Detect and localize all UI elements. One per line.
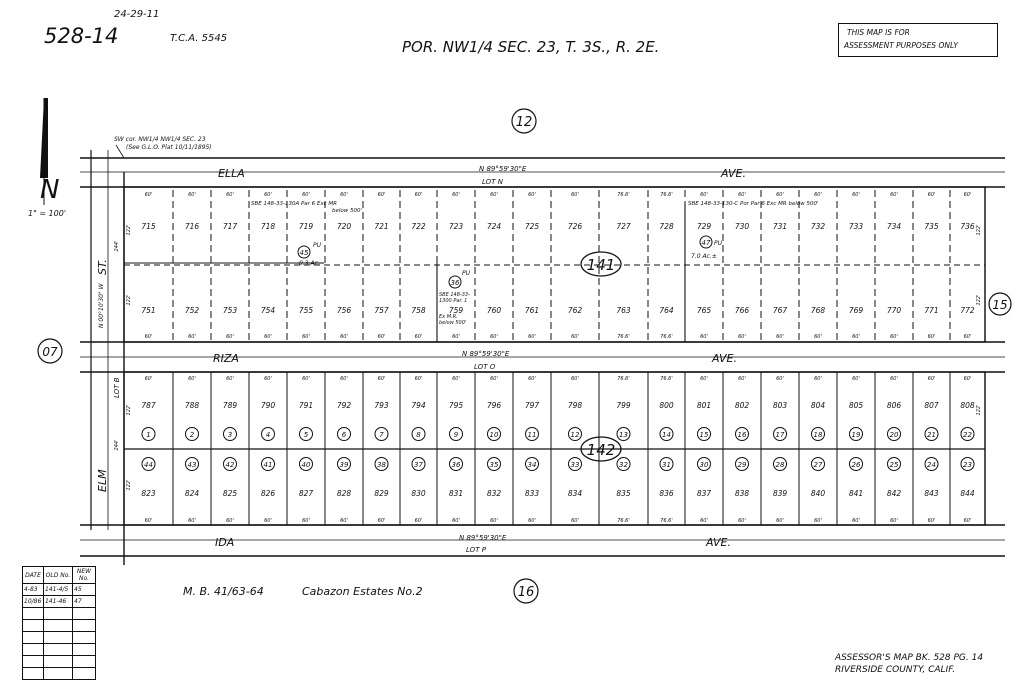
lot-number-upper-bottom: 767 <box>772 306 788 315</box>
dim-label: 60' <box>226 334 234 340</box>
parcel-history-table <box>22 566 96 680</box>
dim-label: 60' <box>963 518 972 524</box>
dim-label: 60' <box>264 192 272 198</box>
lot-number-lower-top: 795 <box>448 401 464 410</box>
block-142-label: 142 <box>586 441 616 459</box>
lot-number-lower-bottom: 843 <box>924 489 939 498</box>
dim-label: 60' <box>776 518 784 524</box>
lot-number-lower-bottom: 835 <box>616 489 631 498</box>
parcel-number-bottom: 23 <box>963 461 972 469</box>
dim-label: 60' <box>814 376 822 382</box>
dim-label: 60' <box>776 192 784 198</box>
dim-label: 60' <box>814 192 822 198</box>
lot-number-upper-bottom: 751 <box>141 306 156 315</box>
bearing-top: N 89°59'30"E <box>479 165 527 173</box>
lot-number-upper-top: 726 <box>567 222 583 231</box>
dim-label: 60' <box>264 518 272 524</box>
notes-layer <box>114 136 819 326</box>
parcel-number-top: 9 <box>453 431 459 439</box>
lot-layer <box>114 190 982 525</box>
street-riza: RIZA <box>213 352 239 365</box>
lot-number-lower-top: 792 <box>336 401 352 410</box>
parcel-number-bottom: 37 <box>414 461 423 469</box>
lot-number-lower-bottom: 844 <box>960 489 975 498</box>
dim-label-side: 122' <box>976 224 982 236</box>
parcel-number-bottom: 24 <box>927 461 936 469</box>
lot-number-upper-bottom: 769 <box>848 306 864 315</box>
dim-label: 60' <box>852 334 860 340</box>
page-west: 07 <box>42 345 58 359</box>
dim-label: 60' <box>490 376 498 382</box>
lot-number-lower-bottom: 837 <box>696 489 712 498</box>
street-ella-ave: AVE. <box>721 167 746 180</box>
dim-label: 60' <box>302 518 310 524</box>
lot-number-upper-bottom: 759 <box>448 306 464 315</box>
lot-number-lower-top: 802 <box>734 401 750 410</box>
sbe-note-left: SBE 148-33-130A Par 6 Exc MR <box>251 201 337 207</box>
dim-label: 60' <box>700 192 708 198</box>
parcel-47-area: 7.0 Ac.± <box>691 253 717 260</box>
parcel-number-top: 12 <box>570 431 580 439</box>
lot-number-lower-top: 788 <box>184 401 200 410</box>
parcel-45-tag: PU <box>313 242 322 249</box>
dim-label: 60' <box>528 376 536 382</box>
parcel-number-top: 11 <box>527 431 537 439</box>
parcel-36-note2: 1300 Par. 1 <box>439 298 468 304</box>
parcel-number-bottom: 44 <box>144 461 153 469</box>
parcel-number-top: 14 <box>662 431 671 439</box>
lot-number-lower-top: 805 <box>848 401 864 410</box>
lot-number-lower-bottom: 829 <box>374 489 389 498</box>
lot-number-upper-top: 729 <box>696 222 712 231</box>
dim-label: 76.6' <box>660 518 673 524</box>
dim-label: 60' <box>414 334 423 340</box>
map-book-ref: M. B. 41/63-64 <box>183 585 264 598</box>
dim-label: 60' <box>963 334 972 340</box>
dim-label: 60' <box>963 192 972 198</box>
parcel-number-top: 17 <box>775 431 785 439</box>
parcel-number-top: 18 <box>813 431 823 439</box>
parcel-number-top: 15 <box>699 431 709 439</box>
lot-number-lower-bottom: 827 <box>298 489 314 498</box>
lot-p: LOT P <box>466 546 486 554</box>
history-cell: 141-46 <box>44 596 73 608</box>
parcel-number-bottom: 42 <box>225 461 235 469</box>
lot-number-lower-top: 808 <box>960 401 975 410</box>
parcel-number-top: 8 <box>416 431 421 439</box>
lot-number-lower-top: 803 <box>772 401 788 410</box>
lot-o: LOT O <box>474 363 496 371</box>
dim-label: 60' <box>377 192 386 198</box>
lot-number-lower-bottom: 825 <box>222 489 238 498</box>
dim-label: 60' <box>738 334 746 340</box>
dim-label: 60' <box>414 376 423 382</box>
lot-number-upper-bottom: 756 <box>336 306 352 315</box>
disclaimer-line2: ASSESSMENT PURPOSES ONLY <box>844 41 959 50</box>
lot-number-upper-top: 725 <box>524 222 540 231</box>
lot-number-upper-top: 730 <box>734 222 750 231</box>
lot-number-upper-top: 727 <box>616 222 631 231</box>
history-header-date: DATE <box>23 567 44 584</box>
bearing-bot: N 89°59'30"E <box>459 534 507 542</box>
dim-label: 60' <box>814 518 822 524</box>
dim-label-side: 244' <box>114 240 120 252</box>
lot-number-upper-top: 721 <box>374 222 389 231</box>
dim-label: 60' <box>144 518 153 524</box>
dim-label: 76.6' <box>660 334 673 340</box>
lot-number-upper-top: 716 <box>184 222 200 231</box>
survey-note-2: (See G.L.O. Plat 10/11/1895) <box>126 144 212 151</box>
parcel-number-top: 16 <box>737 431 747 439</box>
street-elm: ELM <box>96 469 109 492</box>
parcel-47-tag: PU <box>714 240 723 247</box>
dim-label-side: 122' <box>126 224 132 236</box>
dim-label: 60' <box>144 376 153 382</box>
lot-number-lower-top: 804 <box>810 401 826 410</box>
lot-number-upper-top: 733 <box>848 222 864 231</box>
dim-label: 60' <box>490 334 498 340</box>
lot-number-upper-bottom: 765 <box>696 306 712 315</box>
page-north: 12 <box>515 115 533 130</box>
dim-label: 60' <box>927 192 936 198</box>
lot-number-lower-bottom: 834 <box>567 489 583 498</box>
parcel-number-bottom: 41 <box>263 461 273 469</box>
parcel-number-bottom: 32 <box>619 461 628 469</box>
lot-number-upper-bottom: 771 <box>924 306 939 315</box>
lot-number-upper-top: 724 <box>486 222 502 231</box>
parcel-number-bottom: 35 <box>489 461 499 469</box>
dim-label: 60' <box>852 192 860 198</box>
dim-label-side: 122' <box>976 294 982 306</box>
lot-number-upper-top: 736 <box>960 222 975 231</box>
disclaimer-line1: THIS MAP IS FOR <box>847 28 910 37</box>
dim-label: 60' <box>927 334 936 340</box>
dim-label: 60' <box>776 334 784 340</box>
lot-number-lower-bottom: 836 <box>659 489 674 498</box>
parcel-number-bottom: 31 <box>662 461 671 469</box>
history-row <box>23 584 96 596</box>
history-cell: 10/86 <box>23 596 44 608</box>
dim-label: 60' <box>226 192 234 198</box>
dim-label: 60' <box>528 192 536 198</box>
parcel-36-note4: below 500' <box>439 320 467 326</box>
parcel-number-top: 7 <box>379 431 384 439</box>
dim-label: 60' <box>414 192 423 198</box>
parcel-number-top: 3 <box>227 431 233 439</box>
block-141-label: 141 <box>586 256 616 274</box>
parcel-number-bottom: 38 <box>377 461 386 469</box>
sbe-note-right: SBE 148-33-130-C Por Par 6 Exc MR below 500' <box>688 201 819 207</box>
lot-number-lower-bottom: 832 <box>486 489 502 498</box>
dim-label: 76.6' <box>617 192 630 198</box>
dim-label: 60' <box>302 192 310 198</box>
north-letter: N <box>40 175 60 205</box>
survey-note-1: SW cor. NW1/4 NW1/4 SEC. 23 <box>114 136 206 143</box>
lot-number-lower-top: 807 <box>924 401 939 410</box>
lot-number-lower-bottom: 838 <box>734 489 750 498</box>
parcel-number-top: 4 <box>265 431 271 439</box>
lot-number-lower-bottom: 840 <box>810 489 826 498</box>
dim-label: 60' <box>571 192 579 198</box>
dim-label: 60' <box>340 192 348 198</box>
history-cell: 141-4/5 <box>44 584 73 596</box>
dim-label: 60' <box>571 334 579 340</box>
history-header-new: NEW No. <box>73 567 96 584</box>
lot-number-lower-bottom: 823 <box>141 489 156 498</box>
lot-number-lower-bottom: 833 <box>524 489 540 498</box>
dim-label: 60' <box>528 518 536 524</box>
lot-number-upper-top: 719 <box>298 222 314 231</box>
dim-label-side: 122' <box>976 404 982 416</box>
lot-number-lower-top: 791 <box>298 401 314 410</box>
lot-number-lower-bottom: 831 <box>448 489 464 498</box>
dim-label: 60' <box>452 192 460 198</box>
dim-label-side: 122' <box>126 404 132 416</box>
parcel-number-bottom: 27 <box>813 461 823 469</box>
lot-number-upper-bottom: 762 <box>567 306 583 315</box>
dim-label: 60' <box>738 518 746 524</box>
history-cell: 45 <box>73 584 96 596</box>
parcel-number-bottom: 26 <box>851 461 861 469</box>
lot-number-lower-top: 796 <box>486 401 502 410</box>
parcel-36-tag: PU <box>462 270 471 277</box>
lot-number-upper-top: 715 <box>141 222 156 231</box>
lot-number-lower-bottom: 841 <box>848 489 864 498</box>
parcel-number-bottom: 40 <box>301 461 311 469</box>
parcel-number-top: 6 <box>341 431 347 439</box>
lot-number-upper-top: 720 <box>336 222 352 231</box>
map-title: POR. NW1/4 SEC. 23, T. 3S., R. 2E. <box>402 38 660 56</box>
dim-label: 76.6' <box>660 376 673 382</box>
page-south: 16 <box>517 585 535 600</box>
lot-number-upper-top: 735 <box>924 222 939 231</box>
dim-label: 60' <box>188 518 196 524</box>
adjacent-page-markers <box>38 109 1011 603</box>
dim-label: 60' <box>144 192 153 198</box>
dim-label: 60' <box>302 334 310 340</box>
lot-number-lower-bottom: 828 <box>336 489 352 498</box>
dim-label: 60' <box>927 376 936 382</box>
parcel-number-top: 21 <box>927 431 936 439</box>
parcel-number-bottom: 28 <box>775 461 785 469</box>
history-cell: 4-83 <box>23 584 44 596</box>
dim-label-side: 122' <box>126 479 132 491</box>
lot-number-upper-bottom: 766 <box>734 306 750 315</box>
parcel-number-top: 10 <box>489 431 499 439</box>
lot-number-lower-top: 806 <box>886 401 902 410</box>
lot-number-lower-bottom: 826 <box>260 489 276 498</box>
dim-label: 60' <box>226 518 234 524</box>
dim-label: 60' <box>264 334 272 340</box>
dim-label: 60' <box>340 518 348 524</box>
lot-number-lower-top: 793 <box>374 401 389 410</box>
dim-label: 60' <box>490 518 498 524</box>
dim-label: 60' <box>144 334 153 340</box>
parcel-number-top: 2 <box>189 431 195 439</box>
lot-number-upper-bottom: 764 <box>659 306 674 315</box>
street-st: ST. <box>96 259 109 275</box>
street-ida: IDA <box>215 536 235 549</box>
dim-label: 76.6' <box>617 518 630 524</box>
lot-number-upper-bottom: 755 <box>298 306 314 315</box>
lot-b: LOT B <box>113 377 121 398</box>
dim-label: 60' <box>528 334 536 340</box>
lot-number-lower-top: 789 <box>222 401 238 410</box>
lot-number-lower-bottom: 842 <box>886 489 902 498</box>
parcel-number-bottom: 30 <box>699 461 709 469</box>
dim-label: 60' <box>776 376 784 382</box>
parcel-36-note3: Ex M.R. <box>439 314 458 320</box>
dim-label-side: 244' <box>114 439 120 451</box>
history-cell: 47 <box>73 596 96 608</box>
parcel-number-top: 22 <box>963 431 972 439</box>
parcel-number-bottom: 36 <box>451 461 461 469</box>
dim-label: 60' <box>700 334 708 340</box>
parcel-number-bottom: 29 <box>737 461 747 469</box>
dim-label: 60' <box>738 376 746 382</box>
dim-label: 60' <box>377 518 386 524</box>
parcel-number-top: 1 <box>146 431 151 439</box>
lot-number-upper-top: 722 <box>411 222 426 231</box>
parcel-number-top: 20 <box>889 431 899 439</box>
assessor-line2: RIVERSIDE COUNTY, CALIF. <box>835 665 956 675</box>
dim-label: 76.6' <box>617 334 630 340</box>
parcel-number-top: 19 <box>851 431 861 439</box>
dim-label: 76.6' <box>660 192 673 198</box>
lot-number-upper-top: 718 <box>260 222 276 231</box>
lot-number-lower-top: 800 <box>659 401 674 410</box>
bearing-west: N 00°10'30" W <box>98 283 105 328</box>
dim-label: 60' <box>302 376 310 382</box>
subdivision-name: Cabazon Estates No.2 <box>302 585 423 598</box>
scale-label: 1" = 100' <box>28 209 67 218</box>
dim-label: 60' <box>226 376 234 382</box>
dim-label: 60' <box>188 376 196 382</box>
parcel-number-bottom: 43 <box>187 461 197 469</box>
dim-label: 60' <box>814 334 822 340</box>
lot-number-lower-top: 794 <box>411 401 426 410</box>
dim-label: 60' <box>452 518 460 524</box>
dim-label: 60' <box>188 192 196 198</box>
lot-number-lower-bottom: 824 <box>184 489 200 498</box>
dim-label: 60' <box>571 518 579 524</box>
lot-n: LOT N <box>482 178 503 186</box>
sbe-note-left-2: below 500' <box>332 208 363 214</box>
map-number: 528-14 <box>44 24 119 48</box>
lot-number-upper-top: 734 <box>886 222 902 231</box>
dim-label: 60' <box>377 376 386 382</box>
dim-label: 60' <box>927 518 936 524</box>
lot-number-upper-bottom: 770 <box>886 306 902 315</box>
assessor-line1: ASSESSOR'S MAP BK. 528 PG. 14 <box>835 653 984 663</box>
dim-label: 60' <box>340 334 348 340</box>
dim-label: 60' <box>700 376 708 382</box>
history-row <box>23 596 96 608</box>
parcel-number-top: 5 <box>303 431 309 439</box>
lot-number-upper-bottom: 761 <box>524 306 540 315</box>
bearing-mid: N 89°59'30"E <box>462 350 510 358</box>
dim-label: 60' <box>963 376 972 382</box>
lot-number-lower-bottom: 830 <box>411 489 426 498</box>
parcel-45-area: 0.3 Ac. <box>299 260 320 267</box>
dim-label: 60' <box>700 518 708 524</box>
parcel-36-special: 36 <box>450 279 460 287</box>
disclaimer-box <box>838 23 998 57</box>
lot-number-upper-top: 732 <box>810 222 826 231</box>
parcel-36-note1: SBE 148-33- <box>439 292 470 298</box>
page-east: 15 <box>992 298 1008 312</box>
lot-number-lower-top: 799 <box>616 401 631 410</box>
lot-number-lower-top: 798 <box>567 401 583 410</box>
lot-number-upper-top: 717 <box>222 222 238 231</box>
lot-number-lower-top: 797 <box>524 401 540 410</box>
lot-number-lower-top: 787 <box>141 401 156 410</box>
dim-label: 60' <box>890 192 898 198</box>
dim-label: 76.6' <box>617 376 630 382</box>
parcel-number-bottom: 39 <box>339 461 349 469</box>
dim-label: 60' <box>377 334 386 340</box>
lot-number-upper-bottom: 752 <box>184 306 200 315</box>
lot-number-upper-top: 731 <box>772 222 788 231</box>
parcel-number-bottom: 33 <box>570 461 580 469</box>
lot-number-lower-top: 790 <box>260 401 276 410</box>
dim-label: 60' <box>490 192 498 198</box>
dim-label: 60' <box>738 192 746 198</box>
lot-number-upper-bottom: 772 <box>960 306 975 315</box>
history-header-old: OLD No. <box>44 567 73 584</box>
lot-number-lower-bottom: 839 <box>772 489 788 498</box>
parcel-45: 45 <box>299 249 309 257</box>
dim-label: 60' <box>264 376 272 382</box>
date-code: 24-29-11 <box>114 9 160 20</box>
lot-number-upper-top: 723 <box>448 222 464 231</box>
parcel-number-bottom: 34 <box>527 461 537 469</box>
lot-number-upper-bottom: 760 <box>486 306 502 315</box>
tca-code: T.C.A. 5545 <box>170 33 228 44</box>
parcel-number-top: 13 <box>619 431 628 439</box>
dim-label: 60' <box>890 376 898 382</box>
lot-number-lower-top: 801 <box>696 401 712 410</box>
dim-label: 60' <box>890 334 898 340</box>
lot-number-upper-bottom: 758 <box>411 306 426 315</box>
north-arrow-icon <box>40 98 59 205</box>
dim-label: 60' <box>571 376 579 382</box>
street-ida-ave: AVE. <box>706 536 731 549</box>
lot-number-upper-bottom: 754 <box>260 306 276 315</box>
lot-number-upper-bottom: 768 <box>810 306 826 315</box>
lot-number-upper-top: 728 <box>659 222 674 231</box>
dim-label: 60' <box>890 518 898 524</box>
lot-number-upper-bottom: 753 <box>222 306 238 315</box>
dim-label: 60' <box>452 334 460 340</box>
dim-label: 60' <box>852 518 860 524</box>
lot-number-upper-bottom: 757 <box>374 306 389 315</box>
lot-number-upper-bottom: 763 <box>616 306 631 315</box>
dim-label: 60' <box>414 518 423 524</box>
dim-label: 60' <box>340 376 348 382</box>
street-ella: ELLA <box>218 167 245 180</box>
street-riza-ave: AVE. <box>712 352 737 365</box>
parcel-number-bottom: 25 <box>889 461 899 469</box>
dim-label: 60' <box>452 376 460 382</box>
dim-label: 60' <box>188 334 196 340</box>
dim-label-side: 122' <box>126 294 132 306</box>
dim-label: 60' <box>852 376 860 382</box>
parcel-47: 47 <box>701 239 711 247</box>
